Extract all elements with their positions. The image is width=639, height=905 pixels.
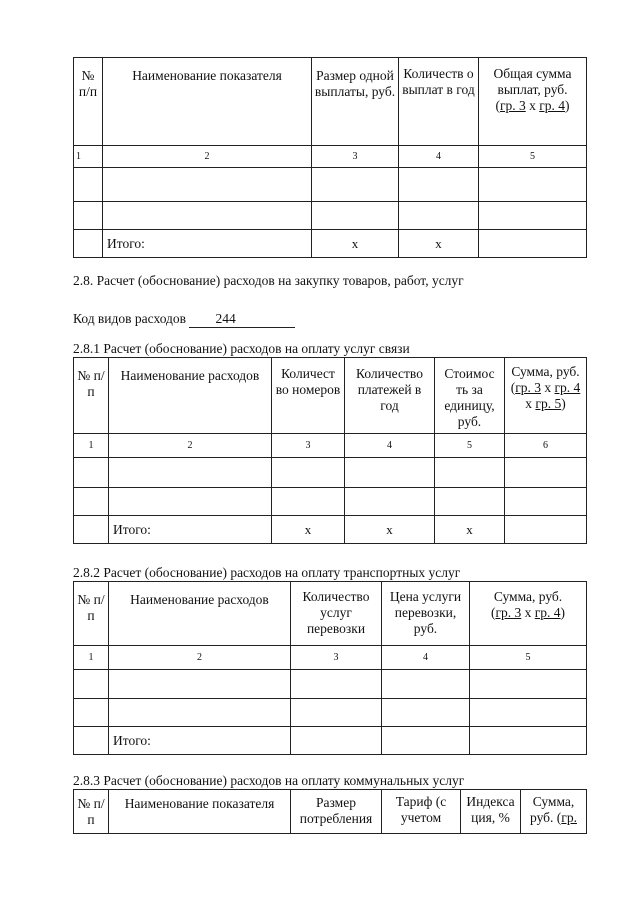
formula-ref: гр. 4 bbox=[534, 605, 561, 620]
table-row bbox=[74, 699, 587, 727]
col-number: 1 bbox=[74, 434, 109, 458]
table-header-row bbox=[74, 58, 587, 146]
col-header-consumption: Размер потребления bbox=[291, 790, 382, 834]
total-x-mark: x bbox=[312, 230, 399, 258]
col-header-unit-cost: Стоимос ть за единицу, руб. bbox=[435, 358, 505, 434]
total-x-mark: x bbox=[435, 516, 505, 544]
col-header-sum: Сумма, руб. (гр. bbox=[521, 790, 587, 834]
transport-costs-table bbox=[73, 581, 587, 755]
col-header-sum: Сумма, руб. (гр. 3 x гр. 4 x гр. 5) bbox=[505, 358, 587, 434]
column-number-row bbox=[74, 146, 587, 168]
col-number: 1 bbox=[74, 646, 109, 670]
col-number: 3 bbox=[291, 646, 382, 670]
formula-ref: гр. 4 bbox=[539, 98, 566, 113]
column-number-row bbox=[74, 434, 587, 458]
col-number: 5 bbox=[470, 646, 587, 670]
formula-ref: гр. 3 bbox=[515, 380, 541, 395]
col-number: 2 bbox=[109, 434, 272, 458]
col-number: 3 bbox=[312, 146, 399, 168]
utility-costs-table bbox=[73, 789, 587, 834]
column-number-row bbox=[74, 646, 587, 670]
table-row bbox=[74, 168, 587, 202]
expense-code-value: 244 bbox=[189, 311, 295, 328]
col-number: 4 bbox=[382, 646, 470, 670]
col-number: 3 bbox=[272, 434, 345, 458]
col-header-name: Наименование показателя bbox=[103, 58, 312, 146]
col-header-number: № п/п bbox=[74, 582, 109, 646]
col-header-payment-count: Количеств о выплат в год bbox=[399, 58, 479, 146]
header-text: Сумма, руб. bbox=[511, 364, 580, 379]
col-number: 6 bbox=[505, 434, 587, 458]
col-header-sum: Сумма, руб. (гр. 3 x гр. 4) bbox=[470, 582, 587, 646]
formula-ref: гр. 3 bbox=[499, 98, 526, 113]
section-heading-2-8-2: 2.8.2 Расчет (обоснование) расходов на оплату транспортных услуг bbox=[73, 565, 461, 580]
col-number: 4 bbox=[399, 146, 479, 168]
formula-ref: гр. 3 bbox=[495, 605, 522, 620]
col-header-number: № п/п bbox=[74, 790, 109, 834]
col-header-indexation: Индекса ция, % bbox=[461, 790, 521, 834]
col-number: 5 bbox=[479, 146, 587, 168]
formula-op: x bbox=[525, 396, 536, 411]
header-text: Сумма, руб. bbox=[530, 794, 575, 825]
total-label: Итого: bbox=[109, 727, 291, 755]
table-row bbox=[74, 670, 587, 699]
formula-op: x bbox=[521, 605, 535, 620]
header-text: Общая сумма выплат, руб. bbox=[493, 66, 572, 97]
total-x-mark: x bbox=[399, 230, 479, 258]
payments-table bbox=[73, 57, 587, 258]
col-header-payment-size: Размер одной выплаты, руб. bbox=[312, 58, 399, 146]
section-heading-2-8-1: 2.8.1 Расчет (обоснование) расходов на оплату услуг связи bbox=[73, 341, 410, 356]
total-row bbox=[74, 727, 587, 755]
col-number: 5 bbox=[435, 434, 505, 458]
col-header-trip-price: Цена услуги перевозки, руб. bbox=[382, 582, 470, 646]
col-header-number: № п/п bbox=[74, 358, 109, 434]
col-header-name: Наименование показателя bbox=[109, 790, 291, 834]
formula-ref: гр. 5 bbox=[535, 396, 562, 411]
header-text: Сумма, руб. bbox=[493, 589, 563, 604]
formula-ref: гр. 4 bbox=[554, 380, 581, 395]
table-row bbox=[74, 458, 587, 488]
expense-code-label: Код видов расходов bbox=[73, 311, 187, 326]
total-x-mark: x bbox=[272, 516, 345, 544]
col-number: 2 bbox=[103, 146, 312, 168]
total-row bbox=[74, 230, 587, 258]
formula-op: x bbox=[541, 380, 555, 395]
table-header-row bbox=[74, 790, 587, 834]
col-header-total-sum: Общая сумма выплат, руб. (гр. 3 x гр. 4) bbox=[479, 58, 587, 146]
col-header-number: № п/п bbox=[74, 58, 103, 146]
table-row bbox=[74, 202, 587, 230]
section-heading-2-8: 2.8. Расчет (обоснование) расходов на закупку товаров, работ, услуг bbox=[73, 273, 464, 288]
col-number: 1 bbox=[74, 146, 103, 168]
col-header-name: Наименование расходов bbox=[109, 582, 291, 646]
communication-costs-table bbox=[73, 357, 587, 544]
table-header-row bbox=[74, 358, 587, 434]
expense-code-line bbox=[73, 311, 295, 328]
col-header-name: Наименование расходов bbox=[109, 358, 272, 434]
total-label: Итого: bbox=[103, 230, 312, 258]
formula-ref: гр. bbox=[561, 810, 577, 825]
total-x-mark: x bbox=[345, 516, 435, 544]
col-header-tariff: Тариф (с учетом bbox=[382, 790, 461, 834]
total-label: Итого: bbox=[109, 516, 272, 544]
table-row bbox=[74, 488, 587, 516]
section-heading-2-8-3: 2.8.3 Расчет (обоснование) расходов на оплату коммунальных услуг bbox=[73, 773, 465, 788]
table-header-row bbox=[74, 582, 587, 646]
col-header-trip-count: Количество услуг перевозки bbox=[291, 582, 382, 646]
col-header-payments-per-year: Количество платежей в год bbox=[345, 358, 435, 434]
col-number: 2 bbox=[109, 646, 291, 670]
total-row bbox=[74, 516, 587, 544]
col-header-number-count: Количест во номеров bbox=[272, 358, 345, 434]
col-number: 4 bbox=[345, 434, 435, 458]
formula-op: x bbox=[525, 98, 540, 113]
